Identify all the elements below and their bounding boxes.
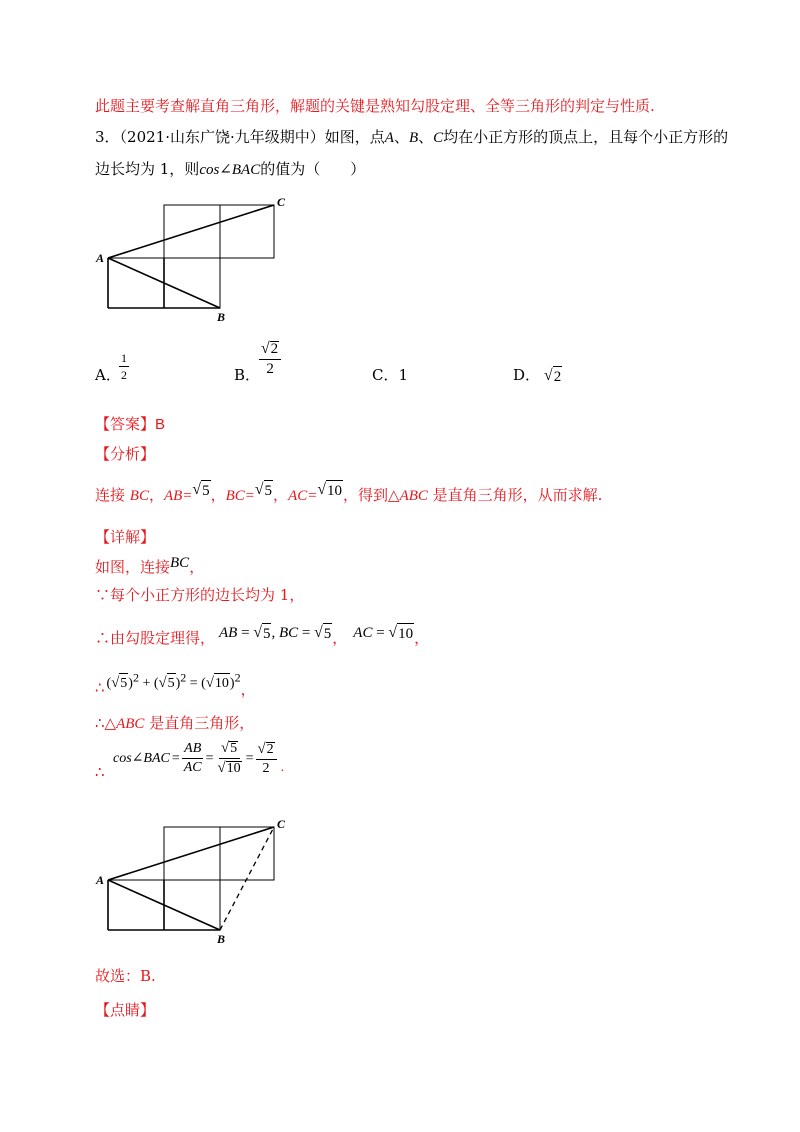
- cos-equation: cos∠BAC = $\frac{AB}{AC}$ = √ 5 √ 10 = √ 2 2 .: [113, 740, 285, 776]
- denominator: 2: [121, 368, 127, 382]
- radicand: 2: [553, 366, 563, 387]
- option-b-fraction: √ 2 2: [259, 341, 281, 377]
- radicand: 5: [262, 623, 272, 644]
- radicand: 2: [266, 741, 274, 757]
- detail-line-5: [95, 713, 254, 734]
- numerator: AB: [182, 742, 203, 759]
- segment-ac: [108, 827, 274, 880]
- exponent: 2: [180, 670, 187, 684]
- detail-line-1: [95, 553, 204, 577]
- therefore-symbol: ∴: [95, 678, 105, 697]
- detail-line-4: ∴ ( √ 5 )$^2$ + ( √ 5 )$^2$ = ( √ 10 )$^2$，: [95, 670, 256, 699]
- equals: =: [372, 625, 389, 641]
- label-b: B: [217, 932, 226, 946]
- question-text: 的值为（ ）: [260, 160, 366, 178]
- option-label: A．: [95, 366, 121, 384]
- detail-text: 如图，连接: [95, 558, 171, 576]
- therefore-symbol: ∴: [95, 763, 105, 781]
- radicand: 2: [270, 341, 279, 357]
- segment-ac: [108, 205, 274, 258]
- equals: =: [245, 750, 254, 766]
- analysis-text-part: ，: [210, 486, 226, 504]
- grid-figure-2: [90, 812, 300, 947]
- segment-bc: BC: [129, 488, 149, 504]
- detail-text: ，: [240, 680, 256, 699]
- analysis-text: 连接 BC，AB= √ 5 ，BC= √ 5 ，AC= √ 10 ，得到△ABC 是直角三角形，从而求解.: [95, 481, 603, 504]
- analysis-text-part: 连接: [95, 486, 130, 504]
- equals: =: [186, 675, 202, 691]
- radicand: 5: [201, 480, 211, 501]
- exponent: 2: [132, 670, 139, 684]
- detail-text: ，: [414, 629, 430, 647]
- detail-text: .: [280, 760, 285, 775]
- label-c: C: [277, 195, 286, 209]
- denominator: 2: [266, 361, 274, 377]
- detail-text: ，: [332, 629, 348, 647]
- comment-tag: 【点睛】: [95, 1001, 156, 1019]
- radicand: 10: [326, 480, 343, 501]
- option-d: D． √ 2: [513, 366, 562, 385]
- option-a-fraction: [119, 352, 129, 381]
- triangle-abc: ABC: [116, 716, 145, 732]
- analysis-text-part: ，: [273, 486, 289, 504]
- exponent: 2: [234, 670, 241, 684]
- plus: +: [138, 675, 154, 691]
- option-c: [372, 365, 408, 385]
- detail-text: 是直角三角形，: [144, 714, 255, 732]
- radicand: 10: [226, 761, 241, 776]
- triangle-abc: ABC: [399, 488, 428, 504]
- question-text: 边长均为 1，则: [95, 160, 200, 178]
- separator: 、: [418, 128, 434, 146]
- question-text: 如图，点: [324, 128, 385, 146]
- conclusion: 故选：B.: [95, 967, 156, 985]
- point-b: B: [408, 130, 419, 146]
- equals: =: [237, 625, 254, 641]
- option-a: [95, 365, 121, 385]
- question-line-2: [95, 159, 365, 180]
- option-label: D．: [513, 366, 541, 384]
- option-b: [234, 365, 260, 385]
- option-label: C．: [372, 366, 399, 384]
- detail-text: ∴由勾股定理得，: [95, 629, 216, 647]
- equals: =: [171, 750, 180, 766]
- summary-note: 此题主要考查解直角三角形，解题的关键是熟知勾股定理、全等三角形的判定与性质.: [95, 97, 655, 115]
- cos-expression: cos∠BAC: [199, 162, 261, 178]
- denominator: AC: [183, 760, 202, 775]
- ab-equals: AB=: [163, 488, 193, 504]
- point-a: A: [384, 130, 394, 146]
- grid-figure-1: [90, 190, 300, 325]
- label-a: A: [96, 873, 105, 887]
- label-c: C: [277, 817, 286, 831]
- question-source: （2021·山东广饶·九年级期中）: [119, 128, 325, 146]
- label-a: A: [96, 251, 105, 265]
- numerator: 1: [121, 351, 127, 365]
- detail-line-6: [95, 748, 105, 782]
- detail-text: ∴△: [95, 714, 117, 732]
- point-c: C: [433, 130, 444, 146]
- segment-bc: BC: [170, 555, 190, 571]
- detail-tag: 【详解】: [95, 528, 156, 546]
- answer-tag: 【答案】: [95, 415, 156, 433]
- radicand: 10: [214, 673, 230, 694]
- equals: =: [298, 625, 315, 641]
- radicand: 5: [264, 480, 274, 501]
- separator: 、: [393, 128, 409, 146]
- denominator: 2: [262, 760, 270, 776]
- question-text: 均在小正方形的顶点上，且每个小正方形的: [443, 128, 729, 146]
- detail-line-3: ∴由勾股定理得， AB = √ 5 , BC = √ 5 ， AC = √ 10 ，: [95, 624, 430, 647]
- answer-value: B: [155, 416, 166, 433]
- cos-expression: cos∠BAC: [113, 751, 170, 766]
- radicand: 5: [323, 623, 333, 644]
- analysis-text-part: ，得到△: [343, 486, 400, 504]
- equals: =: [205, 750, 214, 766]
- analysis-text-part: 是直角三角形，从而求解.: [427, 486, 603, 504]
- bc-equals: BC=: [225, 488, 255, 504]
- option-value: 1: [398, 366, 409, 384]
- grid-square: [164, 258, 220, 308]
- radicand: 10: [397, 623, 414, 644]
- segment-bc: BC: [278, 625, 299, 641]
- ac-equals: AC=: [288, 488, 318, 504]
- question-number: 3．: [95, 128, 120, 146]
- detail-text: ，: [189, 558, 205, 576]
- radicand: 5: [230, 741, 238, 756]
- segment-ab: AB: [219, 625, 238, 641]
- comma: ,: [271, 625, 279, 641]
- detail-line-2: ∵每个小正方形的边长均为 1，: [95, 586, 305, 604]
- question-line-1: [95, 127, 728, 148]
- analysis-tag: 【分析】: [95, 445, 156, 463]
- label-b: B: [217, 310, 226, 324]
- radicand: 5: [167, 673, 176, 694]
- analysis-text-part: ，: [148, 486, 164, 504]
- answer-line: [95, 414, 165, 435]
- segment-ac: AC: [353, 625, 373, 641]
- option-label: B．: [234, 366, 261, 384]
- radicand: 5: [119, 673, 128, 694]
- grid-square: [164, 880, 220, 930]
